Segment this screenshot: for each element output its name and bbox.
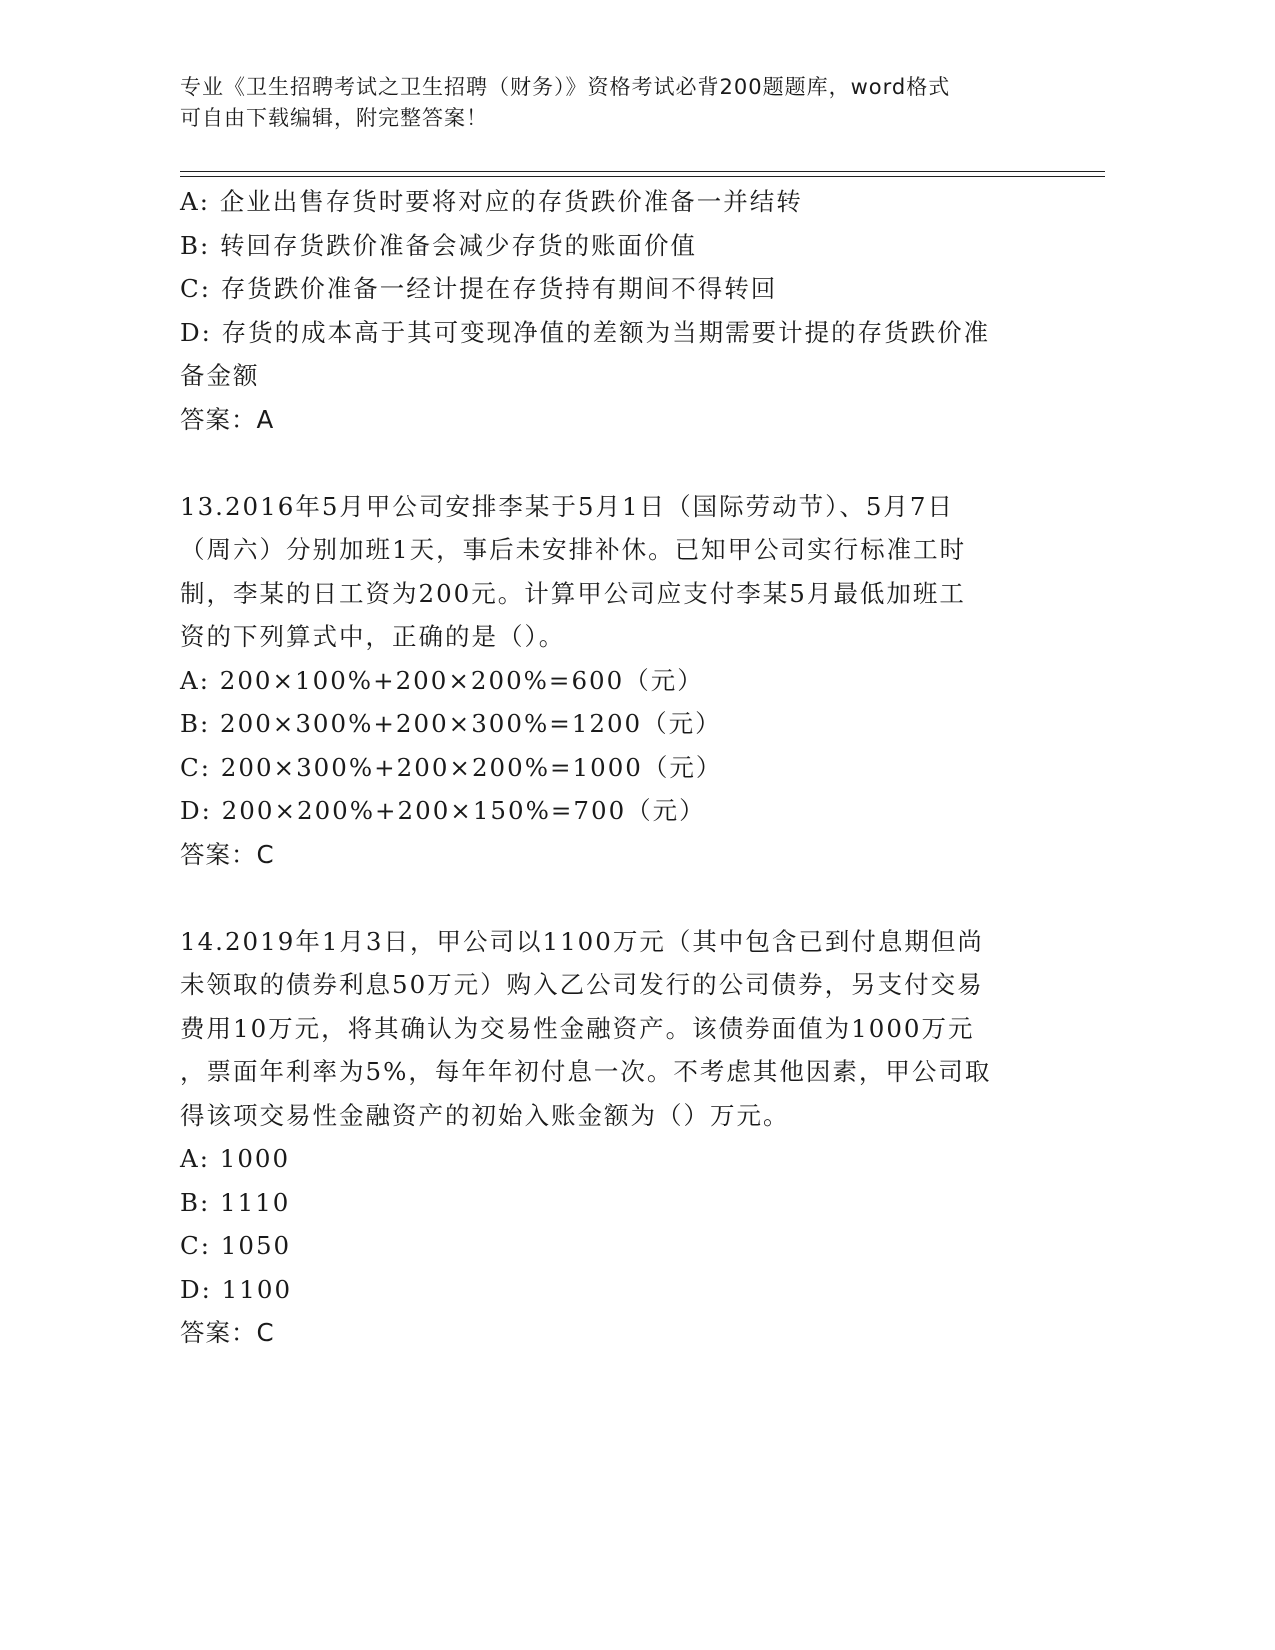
- option-a: A: 1000: [180, 1144, 291, 1173]
- question-text-line: 制，李某的日工资为200元。计算甲公司应支付李某5月最低加班工: [180, 578, 966, 608]
- header-line-1: 专业《卫生招聘考试之卫生招聘（财务）》资格考试必背200题题库，word格式: [180, 75, 951, 99]
- option-a: A: 200×100%+200×200%=600（元）: [180, 665, 704, 695]
- question-text-line: 资的下列算式中，正确的是（）。: [180, 622, 566, 651]
- answer: 答案：C: [180, 839, 275, 869]
- option-d: D: 1100: [180, 1274, 293, 1304]
- option-d: D: 存货的成本高于其可变现净值的差额为当期需要计提的存货跌价准: [180, 317, 991, 347]
- question-spacer: [180, 876, 1040, 920]
- answer: 答案：C: [180, 1318, 275, 1347]
- option-d-continued: 备金额: [180, 361, 260, 390]
- document-body: [180, 180, 1040, 1355]
- option-d: D: 200×200%+200×150%=700（元）: [180, 796, 706, 825]
- option-c: C: 1050: [180, 1231, 292, 1260]
- question-text-line: 费用10万元，将其确认为交易性金融资产。该债券面值为1000万元: [180, 1013, 975, 1043]
- question-spacer: [180, 441, 1040, 485]
- question-13-block: [180, 485, 1040, 877]
- question-text-line: 13.2016年5月甲公司安排李某于5月1日（国际劳动节）、5月7日: [180, 491, 954, 521]
- question-12-block: [180, 180, 1040, 441]
- question-text-line: ，票面年利率为5%，每年年初付息一次。不考虑其他因素，甲公司取: [180, 1057, 992, 1086]
- option-a: A: 企业出售存货时要将对应的存货跌价准备一并结转: [180, 187, 803, 216]
- question-14-block: [180, 920, 1040, 1355]
- option-b: B: 转回存货跌价准备会减少存货的账面价值: [180, 230, 698, 260]
- question-text-line: 得该项交易性金融资产的初始入账金额为（）万元。: [180, 1100, 790, 1130]
- question-text-line: （周六）分别加班1天，事后未安排补休。已知甲公司实行标准工时: [180, 535, 967, 564]
- option-b: B: 1110: [180, 1187, 291, 1217]
- question-text-line: 未领取的债券利息50万元）购入乙公司发行的公司债券，另支付交易: [180, 970, 984, 999]
- header-line-2: 可自由下载编辑，附完整答案！: [180, 106, 488, 130]
- option-c: C: 200×300%+200×200%=1000（元）: [180, 752, 723, 782]
- question-text-line: 14.2019年1月3日，甲公司以1100万元（其中包含已到付息期但尚: [180, 926, 984, 956]
- header-divider-bottom: [180, 176, 1105, 177]
- answer: 答案：A: [180, 404, 275, 434]
- header-divider-top: [180, 171, 1105, 172]
- option-c: C: 存货跌价准备一经计提在存货持有期间不得转回: [180, 274, 778, 303]
- option-b: B: 200×300%+200×300%=1200（元）: [180, 709, 722, 738]
- document-header: [180, 72, 1060, 134]
